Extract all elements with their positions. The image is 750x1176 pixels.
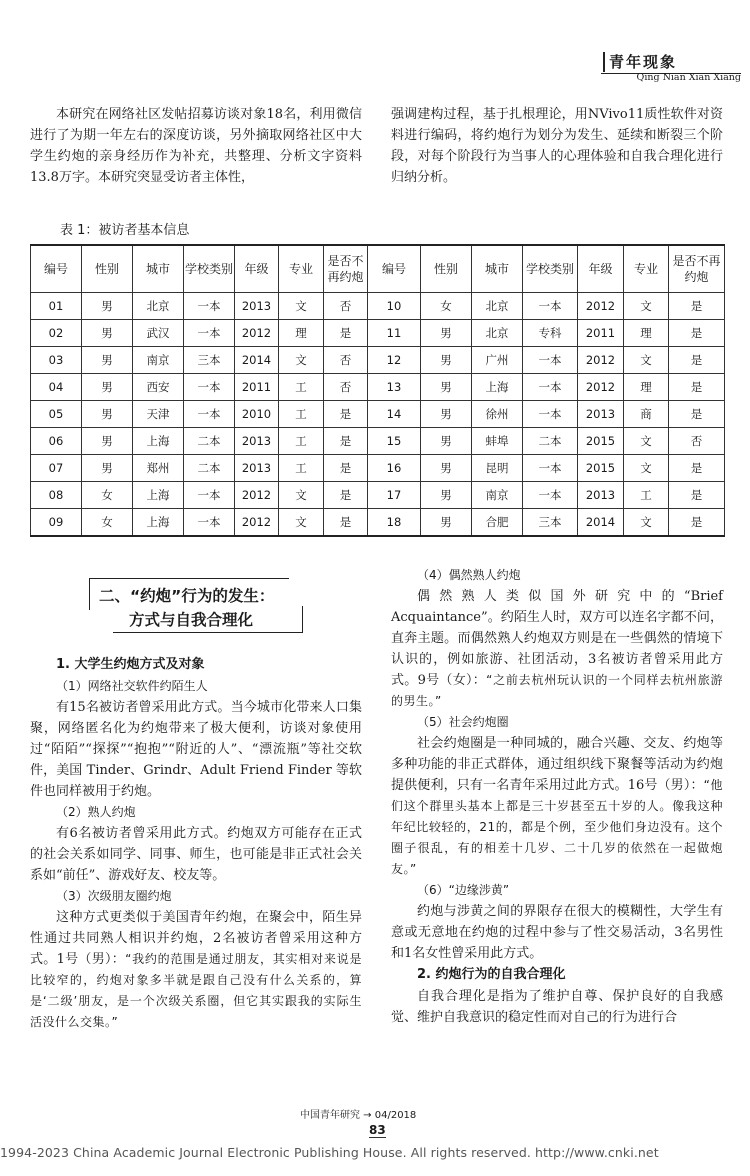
table-header-cell: 性别: [82, 245, 133, 293]
table-cell: 2012: [578, 293, 624, 320]
table-cell: 文: [624, 509, 669, 537]
running-header: [601, 47, 741, 87]
table-cell: 二本: [523, 428, 578, 455]
table-cell: 徐州: [472, 401, 523, 428]
table-cell: 是: [669, 374, 725, 401]
table-cell: 是: [324, 401, 368, 428]
table-cell: 2010: [235, 401, 279, 428]
table-cell: 上海: [133, 509, 184, 537]
table-cell: 男: [421, 509, 472, 537]
table-header-cell: 年级: [578, 245, 624, 293]
table-cell: 一本: [523, 401, 578, 428]
table-cell: 理: [279, 320, 324, 347]
table-cell: 2012: [235, 320, 279, 347]
table-header-row: [31, 245, 725, 293]
table-cell: 是: [324, 509, 368, 537]
table-header-cell: 是否不再约炮: [669, 245, 725, 293]
table-cell: 是: [324, 428, 368, 455]
table-cell: 01: [31, 293, 82, 320]
table-cell: 男: [421, 401, 472, 428]
table-cell: 2015: [578, 455, 624, 482]
table-cell: 女: [421, 293, 472, 320]
table-cell: 南京: [133, 347, 184, 374]
paragraph-5: 社会约炮圈是一种同城的，融合兴趣、交友、约炮等多种功能的非正式群体，通过组织线下聚餐等活动为约炮提供便利，只有一名青年采用过此方式。16号（男）：“他们这个群里头基本上都是三十岁甚至五十岁的人。像我这种年纪比较轻的，21的，都是个例，至少他们身边没有。这个圈子很乱，有的相差十几岁、二十几岁的依然在一起做炮友。”: [391, 736, 723, 876]
table-cell: 12: [368, 347, 421, 374]
table-header-cell: 性别: [421, 245, 472, 293]
table-cell: 是: [669, 320, 725, 347]
table-cell: 男: [82, 293, 133, 320]
table-cell: 一本: [523, 482, 578, 509]
table-cell: 工: [279, 428, 324, 455]
table-cell: 2014: [578, 509, 624, 537]
table-cell: 武汉: [133, 320, 184, 347]
table-cell: 05: [31, 401, 82, 428]
table-cell: 男: [421, 482, 472, 509]
table-cell: 一本: [184, 293, 235, 320]
table-header-cell: 学校类别: [184, 245, 235, 293]
table-header-cell: 编号: [368, 245, 421, 293]
intro-left-paragraph: 本研究在网络社区发帖招募访谈对象18名，利用微信进行了为期一年左右的深度访谈，另外摘取网络社区中大学生约炮的亲身经历作为补充，共整理、分析文字资料13.8万字。本研究突显受访者主体性，: [30, 107, 362, 185]
subheading-5: （5）社会约炮圈: [417, 715, 509, 729]
table-cell: 女: [82, 509, 133, 537]
table-cell: 13: [368, 374, 421, 401]
header-bar: [603, 52, 605, 72]
subheading-4: （4）偶然熟人约炮: [417, 568, 521, 582]
table-cell: 文: [624, 347, 669, 374]
table-cell: 文: [624, 455, 669, 482]
table-cell: 男: [421, 320, 472, 347]
table-cell: 18: [368, 509, 421, 537]
table-cell: 南京: [472, 482, 523, 509]
copyright-line: 1994-2023 China Academic Journal Electronic Publishing House. All rights reserved. http://www.cnki.net: [0, 1145, 659, 1160]
section-title-line2: 方式与自我合理化: [129, 611, 254, 629]
table-cell: 工: [279, 455, 324, 482]
paragraph-4: 偶然熟人类似国外研究中的“Brief Acquaintance”。约陌生人时，双方可以连名字都不问，直奔主题。而偶然熟人约炮双方则是在一些偶然的情境下认识的，例如旅游、社团活动，3名被访者曾采用此方式。9号（女）：“之前去杭州玩认识的一个同样去杭州旅游的男生。”: [391, 589, 723, 708]
table-cell: 一本: [523, 374, 578, 401]
paragraph-2: 有6名被访者曾采用此方式。约炮双方可能存在正式的社会关系如同学、同事、师生，也可能是非正式社会关系如“前任”、游戏好友、校友等。: [30, 826, 362, 883]
paragraph-7: 自我合理化是指为了维护自尊、保护良好的自我感觉、维护自我意识的稳定性而对自己的行为进行合: [391, 989, 723, 1025]
table-cell: 14: [368, 401, 421, 428]
table-cell: 一本: [184, 401, 235, 428]
table-cell: 昆明: [472, 455, 523, 482]
table-cell: 西安: [133, 374, 184, 401]
table-cell: 男: [421, 374, 472, 401]
table-cell: 广州: [472, 347, 523, 374]
table-cell: 2012: [235, 482, 279, 509]
page-number: 83: [369, 1123, 386, 1137]
table-caption: 表 1：被访者基本信息: [60, 223, 190, 238]
table-cell: 一本: [184, 374, 235, 401]
subheading-1: （1）网络社交软件约陌生人: [56, 679, 208, 693]
table-cell: 男: [421, 455, 472, 482]
quote-3: “他们这个群里头基本上都是三十岁甚至五十岁的人。像我这种年纪比较轻的，21的，都是个例，至少他们身边没有。这个圈子很乱，有的相差十几岁、二十几岁的依然在一起做炮友。”: [391, 778, 723, 876]
table-cell: 11: [368, 320, 421, 347]
quote-2: “之前去杭州玩认识的一个同样去杭州旅游的男生。”: [391, 673, 723, 708]
table-cell: 文: [279, 293, 324, 320]
table-cell: 16: [368, 455, 421, 482]
table-cell: 合肥: [472, 509, 523, 537]
table-cell: 男: [82, 374, 133, 401]
table-cell: 文: [624, 428, 669, 455]
table-cell: 02: [31, 320, 82, 347]
table-cell: 文: [624, 293, 669, 320]
table-cell: 男: [421, 347, 472, 374]
table-cell: 2013: [235, 293, 279, 320]
table-cell: 女: [82, 482, 133, 509]
table-cell: 男: [82, 347, 133, 374]
table-cell: 是: [669, 401, 725, 428]
table-cell: 理: [624, 374, 669, 401]
table-cell: 2013: [578, 482, 624, 509]
table-cell: 三本: [523, 509, 578, 537]
table-header-cell: 是否不再约炮: [324, 245, 368, 293]
table-cell: 是: [669, 293, 725, 320]
table-cell: 是: [669, 347, 725, 374]
table-header-cell: 城市: [472, 245, 523, 293]
table-cell: 北京: [472, 320, 523, 347]
table-cell: 2013: [578, 401, 624, 428]
table-cell: 是: [324, 455, 368, 482]
table-cell: 2015: [578, 428, 624, 455]
subheading-3: （3）次级朋友圈约炮: [56, 889, 172, 903]
table-cell: 2011: [235, 374, 279, 401]
table-cell: 二本: [184, 428, 235, 455]
table-header-cell: 编号: [31, 245, 82, 293]
table-cell: 文: [279, 482, 324, 509]
table-cell: 蚌埠: [472, 428, 523, 455]
table-row: [31, 401, 725, 428]
table-cell: 06: [31, 428, 82, 455]
table-cell: 商: [624, 401, 669, 428]
table-header-cell: 城市: [133, 245, 184, 293]
respondent-table: [30, 244, 724, 537]
table-cell: 郑州: [133, 455, 184, 482]
table-cell: 17: [368, 482, 421, 509]
intro-right-paragraph: 强调建构过程，基于扎根理论，用NVivo11质性软件对资料进行编码，将约炮行为划分为发生、延续和断裂三个阶段，对每个阶段行为当事人的心理体验和自我合理化进行归纳分析。: [391, 107, 723, 185]
table-row: [31, 293, 725, 320]
table-row: [31, 347, 725, 374]
table-cell: 工: [624, 482, 669, 509]
table-cell: 理: [624, 320, 669, 347]
table-body: [31, 293, 725, 537]
table-cell: 专科: [523, 320, 578, 347]
table-cell: 2012: [235, 509, 279, 537]
table-header-cell: 年级: [235, 245, 279, 293]
table-cell: 一本: [184, 509, 235, 537]
table-cell: 2013: [235, 455, 279, 482]
quote-1: “我约的范围是通过朋友，其实相对来说是比较窄的，约炮对象多半就是跟自己没有什么关系的，算是‘二级’朋友，是一个次级关系圈，但它其实跟我的实际生活没什么交集。”: [30, 952, 362, 1029]
table-cell: 否: [324, 293, 368, 320]
right-column: [391, 565, 723, 1028]
subheading-6: （6）“边缘涉黄”: [417, 883, 510, 897]
table-cell: 08: [31, 482, 82, 509]
table-row: [31, 320, 725, 347]
header-title: 青年现象: [609, 53, 678, 71]
table-cell: 2011: [578, 320, 624, 347]
table-cell: 10: [368, 293, 421, 320]
table-cell: 男: [82, 455, 133, 482]
table-cell: 文: [279, 509, 324, 537]
table-cell: 工: [279, 401, 324, 428]
table-cell: 上海: [472, 374, 523, 401]
footer-journal: 中国青年研究 → 04/2018: [300, 1110, 417, 1121]
header-pinyin: Qing Nian Xian Xiang: [636, 72, 741, 83]
table-cell: 是: [669, 482, 725, 509]
table-cell: 04: [31, 374, 82, 401]
table-cell: 15: [368, 428, 421, 455]
table-header-cell: 专业: [279, 245, 324, 293]
table-row: [31, 509, 725, 537]
table-cell: 上海: [133, 482, 184, 509]
table-cell: 一本: [523, 347, 578, 374]
table-cell: 上海: [133, 428, 184, 455]
table-cell: 是: [669, 509, 725, 537]
table-row: [31, 482, 725, 509]
table-cell: 2012: [578, 347, 624, 374]
table-cell: 03: [31, 347, 82, 374]
table-cell: 文: [279, 347, 324, 374]
left-column: [30, 654, 362, 1033]
table-cell: 二本: [184, 455, 235, 482]
table-row: [31, 428, 725, 455]
table-cell: 07: [31, 455, 82, 482]
table-cell: 男: [421, 428, 472, 455]
table-row: [31, 455, 725, 482]
table-cell: 三本: [184, 347, 235, 374]
table-cell: 2012: [578, 374, 624, 401]
paragraph-1: 有15名被访者曾采用此方式。当今城市化带来人口集聚，网络匿名化为约炮带来了极大便利，访谈对象使用过“陌陌”“探探”“抱抱”“附近的人”、“漂流瓶”等社交软件，美国 Tinder、Grindr、Adult Friend Finder 等软件也同样被用于约炮。: [30, 700, 362, 799]
table-row: [31, 374, 725, 401]
table-cell: 工: [279, 374, 324, 401]
table-cell: 一本: [523, 293, 578, 320]
table-header-cell: 专业: [624, 245, 669, 293]
table-cell: 否: [324, 347, 368, 374]
subheading-2: （2）熟人约炮: [56, 805, 136, 819]
table-header-cell: 学校类别: [523, 245, 578, 293]
table-cell: 天津: [133, 401, 184, 428]
section-title-box: [89, 568, 303, 640]
section-title-line1: 二、“约炮”行为的发生：: [99, 587, 275, 605]
table-cell: 一本: [523, 455, 578, 482]
table-cell: 一本: [184, 320, 235, 347]
table-cell: 男: [82, 320, 133, 347]
table-cell: 是: [324, 320, 368, 347]
table-cell: 北京: [133, 293, 184, 320]
table-cell: 2014: [235, 347, 279, 374]
table-cell: 北京: [472, 293, 523, 320]
paragraph-6: 约炮与涉黄之间的界限存在很大的模糊性，大学生有意或无意地在约炮的过程中参与了性交易活动，3名男性和1名女性曾采用此方式。: [391, 904, 723, 961]
table-cell: 男: [82, 428, 133, 455]
table-cell: 男: [82, 401, 133, 428]
table-cell: 09: [31, 509, 82, 537]
heading-1: 1. 大学生约炮方式及对象: [56, 657, 205, 672]
table-cell: 一本: [184, 482, 235, 509]
table-cell: 否: [324, 374, 368, 401]
table-cell: 否: [669, 428, 725, 455]
heading-2: 2. 约炮行为的自我合理化: [417, 967, 566, 982]
table-cell: 是: [324, 482, 368, 509]
quote-prefix: 1号（男）：: [56, 952, 126, 967]
paragraph-3: 这种方式更类似于美国青年约炮，在聚会中，陌生异性通过共同熟人相识并约炮，2名被访者曾采用这种方式。1号（男）：“我约的范围是通过朋友，其实相对来说是比较窄的，约炮对象多半就是跟自己没有什么关系的，算是‘二级’朋友，是一个次级关系圈，但它其实跟我的实际生活没什么交集。”: [30, 910, 362, 1029]
table-cell: 2013: [235, 428, 279, 455]
table-cell: 是: [669, 455, 725, 482]
